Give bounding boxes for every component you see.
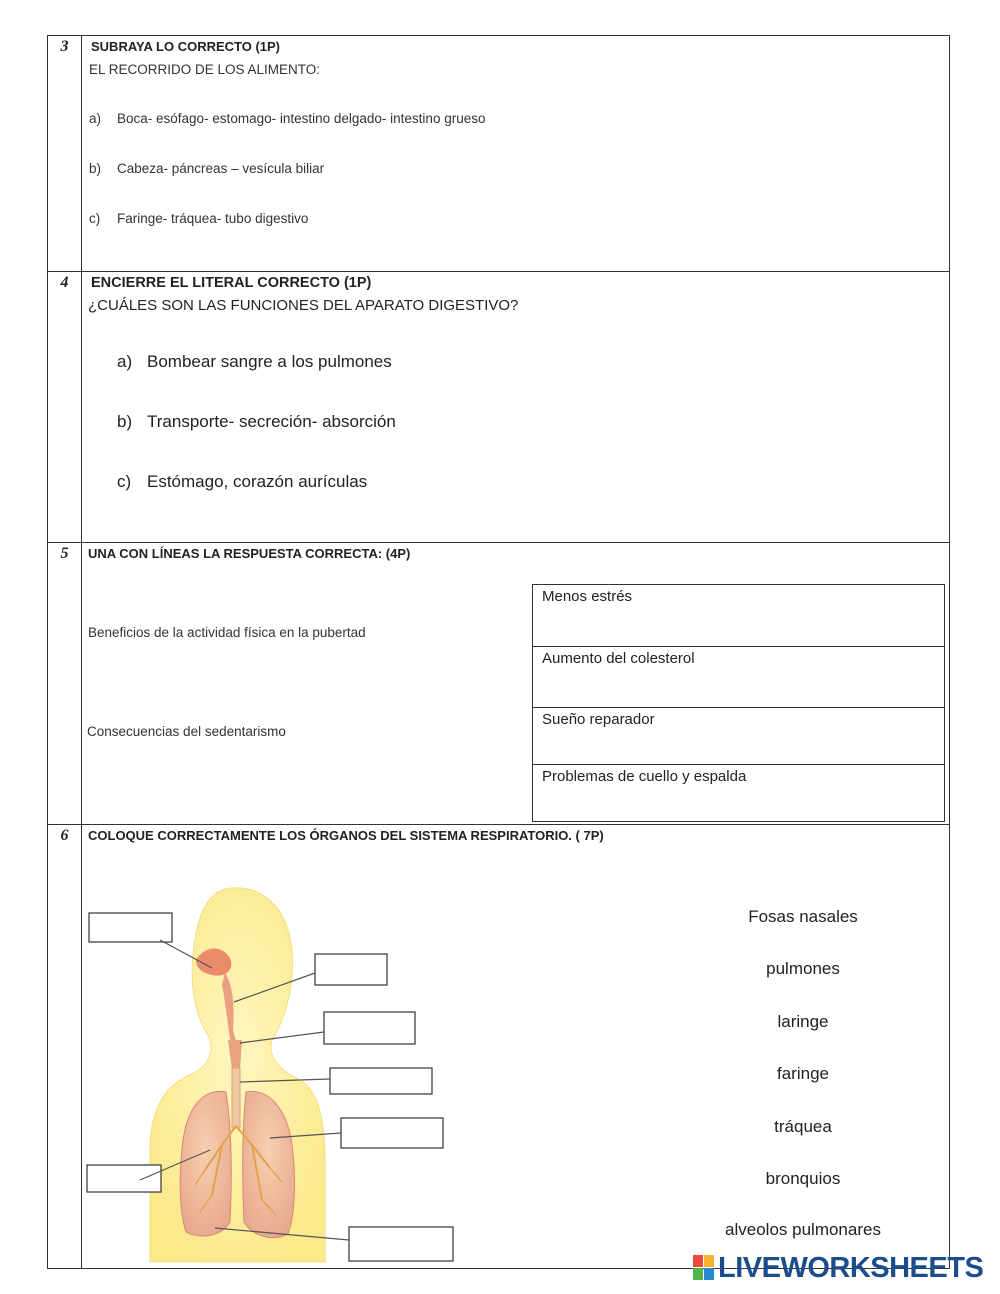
q4-option-b-text: Transporte- secreción- absorción xyxy=(147,412,396,431)
q6-answer-box-3[interactable] xyxy=(324,1012,415,1044)
q6-word-laringe[interactable]: laringe xyxy=(777,1012,829,1031)
q3-option-a-text: Boca- esófago- estomago- intestino delgado- intestino grueso xyxy=(117,111,486,126)
q5-left-item-benefits[interactable]: Beneficios de la actividad física en la pubertad xyxy=(88,625,366,640)
q6-title: COLOQUE CORRECTAMENTE LOS ÓRGANOS DEL SISTEMA RESPIRATORIO. ( 7P) xyxy=(88,828,604,843)
q3-option-a-letter: a) xyxy=(89,111,102,126)
question-number-5: 5 xyxy=(60,545,69,562)
q6-word-fosas-nasales[interactable]: Fosas nasales xyxy=(748,907,858,926)
q3-option-b-text: Cabeza- páncreas – vesícula biliar xyxy=(117,161,325,176)
q6-answer-box-6[interactable] xyxy=(87,1165,161,1192)
q4-title: ENCIERRE EL LITERAL CORRECTO (1P) xyxy=(91,275,372,291)
q6-answer-box-7[interactable] xyxy=(349,1227,453,1261)
q3-option-c-letter: c) xyxy=(89,211,101,226)
q4-subtitle: ¿CUÁLES SON LAS FUNCIONES DEL APARATO DIGESTIVO? xyxy=(88,297,519,314)
q6-answer-box-1[interactable] xyxy=(89,913,172,942)
q4-option-b-letter: b) xyxy=(117,412,133,431)
q4-option-a-letter: a) xyxy=(117,352,133,371)
q6-word-faringe[interactable]: faringe xyxy=(777,1064,829,1083)
question-number-3: 3 xyxy=(60,38,69,55)
q6-answer-box-4[interactable] xyxy=(330,1068,432,1094)
q4-option-a-text: Bombear sangre a los pulmones xyxy=(147,352,392,371)
q6-answer-box-5[interactable] xyxy=(341,1118,443,1148)
liveworksheets-logo[interactable] xyxy=(693,1252,983,1284)
q6-word-pulmones[interactable]: pulmones xyxy=(766,959,840,978)
q5-left-item-consequences[interactable]: Consecuencias del sedentarismo xyxy=(87,724,286,739)
q6-word-alveolos[interactable]: alveolos pulmonares xyxy=(725,1220,881,1239)
question-number-4: 4 xyxy=(60,274,69,291)
question-number-6: 6 xyxy=(60,827,69,844)
q5-right-item-3[interactable]: Sueño reparador xyxy=(533,707,944,764)
q5-right-item-2[interactable]: Aumento del colesterol xyxy=(533,646,944,707)
q4-option-c-letter: c) xyxy=(117,472,132,491)
q3-option-b-letter: b) xyxy=(89,161,102,176)
q5-title: UNA CON LÍNEAS LA RESPUESTA CORRECTA: (4P) xyxy=(88,546,411,561)
q6-answer-box-2[interactable] xyxy=(315,954,387,985)
q5-right-item-1[interactable]: Menos estrés xyxy=(542,588,633,605)
q4-option-c-text: Estómago, corazón aurículas xyxy=(147,472,368,491)
q6-word-traquea[interactable]: tráquea xyxy=(774,1117,832,1136)
q3-title: SUBRAYA LO CORRECTO (1P) xyxy=(91,39,281,54)
q6-word-bronquios[interactable]: bronquios xyxy=(765,1169,841,1188)
logo-blocks-icon xyxy=(693,1255,715,1281)
q3-option-c-text: Faringe- tráquea- tubo digestivo xyxy=(117,211,309,226)
trachea xyxy=(232,1068,240,1128)
logo-wordmark: LIVEWORKSHEETS xyxy=(718,1251,984,1284)
q5-right-item-4[interactable]: Problemas de cuello y espalda xyxy=(533,764,944,821)
q3-subtitle: EL RECORRIDO DE LOS ALIMENTO: xyxy=(89,62,321,77)
